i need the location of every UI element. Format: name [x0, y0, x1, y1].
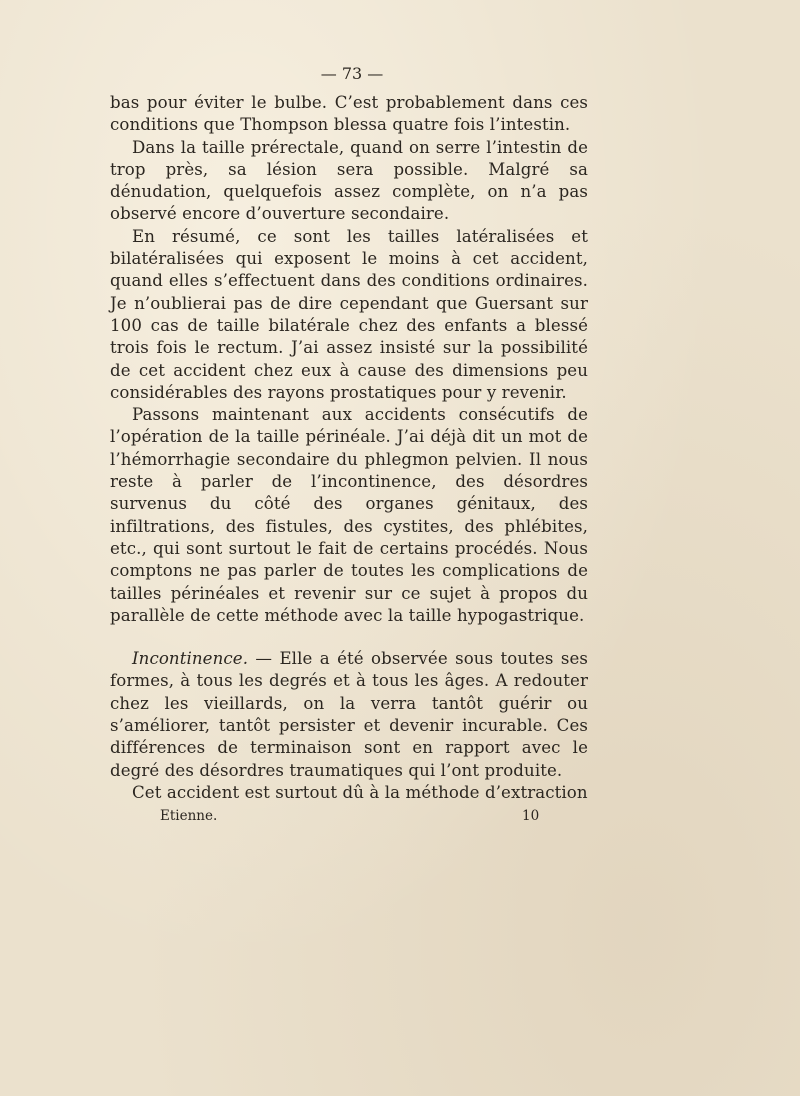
incontinence-text: — Elle a été observée sous toutes ses formes, à tous les degrés et à tous les âges. A redouter chez les vieillards, on la verra tantôt guérir ou s’améliorer, tantôt persister et devenir incurable. Ces différences de terminaison sont en rapport avec le degré des désordres traumatiques qui l’ont produite. — [110, 649, 588, 780]
paragraph-1: bas pour éviter le bulbe. C’est probablement dans ces conditions que Thompson blessa quatre fois l’intestin. — [110, 93, 588, 135]
paragraph-incontinence — [110, 648, 588, 782]
paragraph-last: Cet accident est surtout dû à la méthode d’extraction — [132, 782, 588, 802]
paragraph-2: Dans la taille prérectale, quand on serre l’intestin de trop près, sa lésion sera possible. Malgré sa dénudation, quelquefois assez complète, on n’a pas observé encore d’ouverture secondaire. — [110, 137, 588, 224]
footer-signature: Etienne. — [160, 808, 218, 824]
footer-sheet-number: 10 — [522, 808, 540, 824]
body-text — [110, 92, 588, 804]
paragraph-4: Passons maintenant aux accidents consécutifs de l’opération de la taille périnéale. J’ai déjà dit un mot de l’hémorrhagie secondaire du phlegmon pelvien. Il nous reste à parler de l’incontinence, des désordres survenus du côté des organes génitaux, des infiltrations, des fistules, des cystites, des phlébites, etc., qui sont surtout le fait de certains procédés. Nous comptons ne pas parler de toutes les complications de tailles périnéales et revenir sur ce sujet à propos du parallèle de cette méthode avec la taille hypogastrique. — [110, 405, 588, 625]
page-number-text: — 73 — — [320, 64, 384, 83]
page-number — [0, 64, 800, 83]
paragraph-3: En résumé, ce sont les tailles latéralisées et bilatéralisées qui exposent le moins à cet accident, quand elles s’effectuent dans des conditions ordinaires. Je n’oublierai pas de dire cependant que Guersant sur 100 cas de taille bilatérale chez des enfants a blessé trois fois le rectum. J’ai assez insisté sur la possibilité de cet accident chez eux à cause des dimensions peu considérables des rayons prostatiques pour y revenir. — [110, 226, 588, 402]
section-heading-incontinence: Incontinence. — [132, 649, 249, 669]
